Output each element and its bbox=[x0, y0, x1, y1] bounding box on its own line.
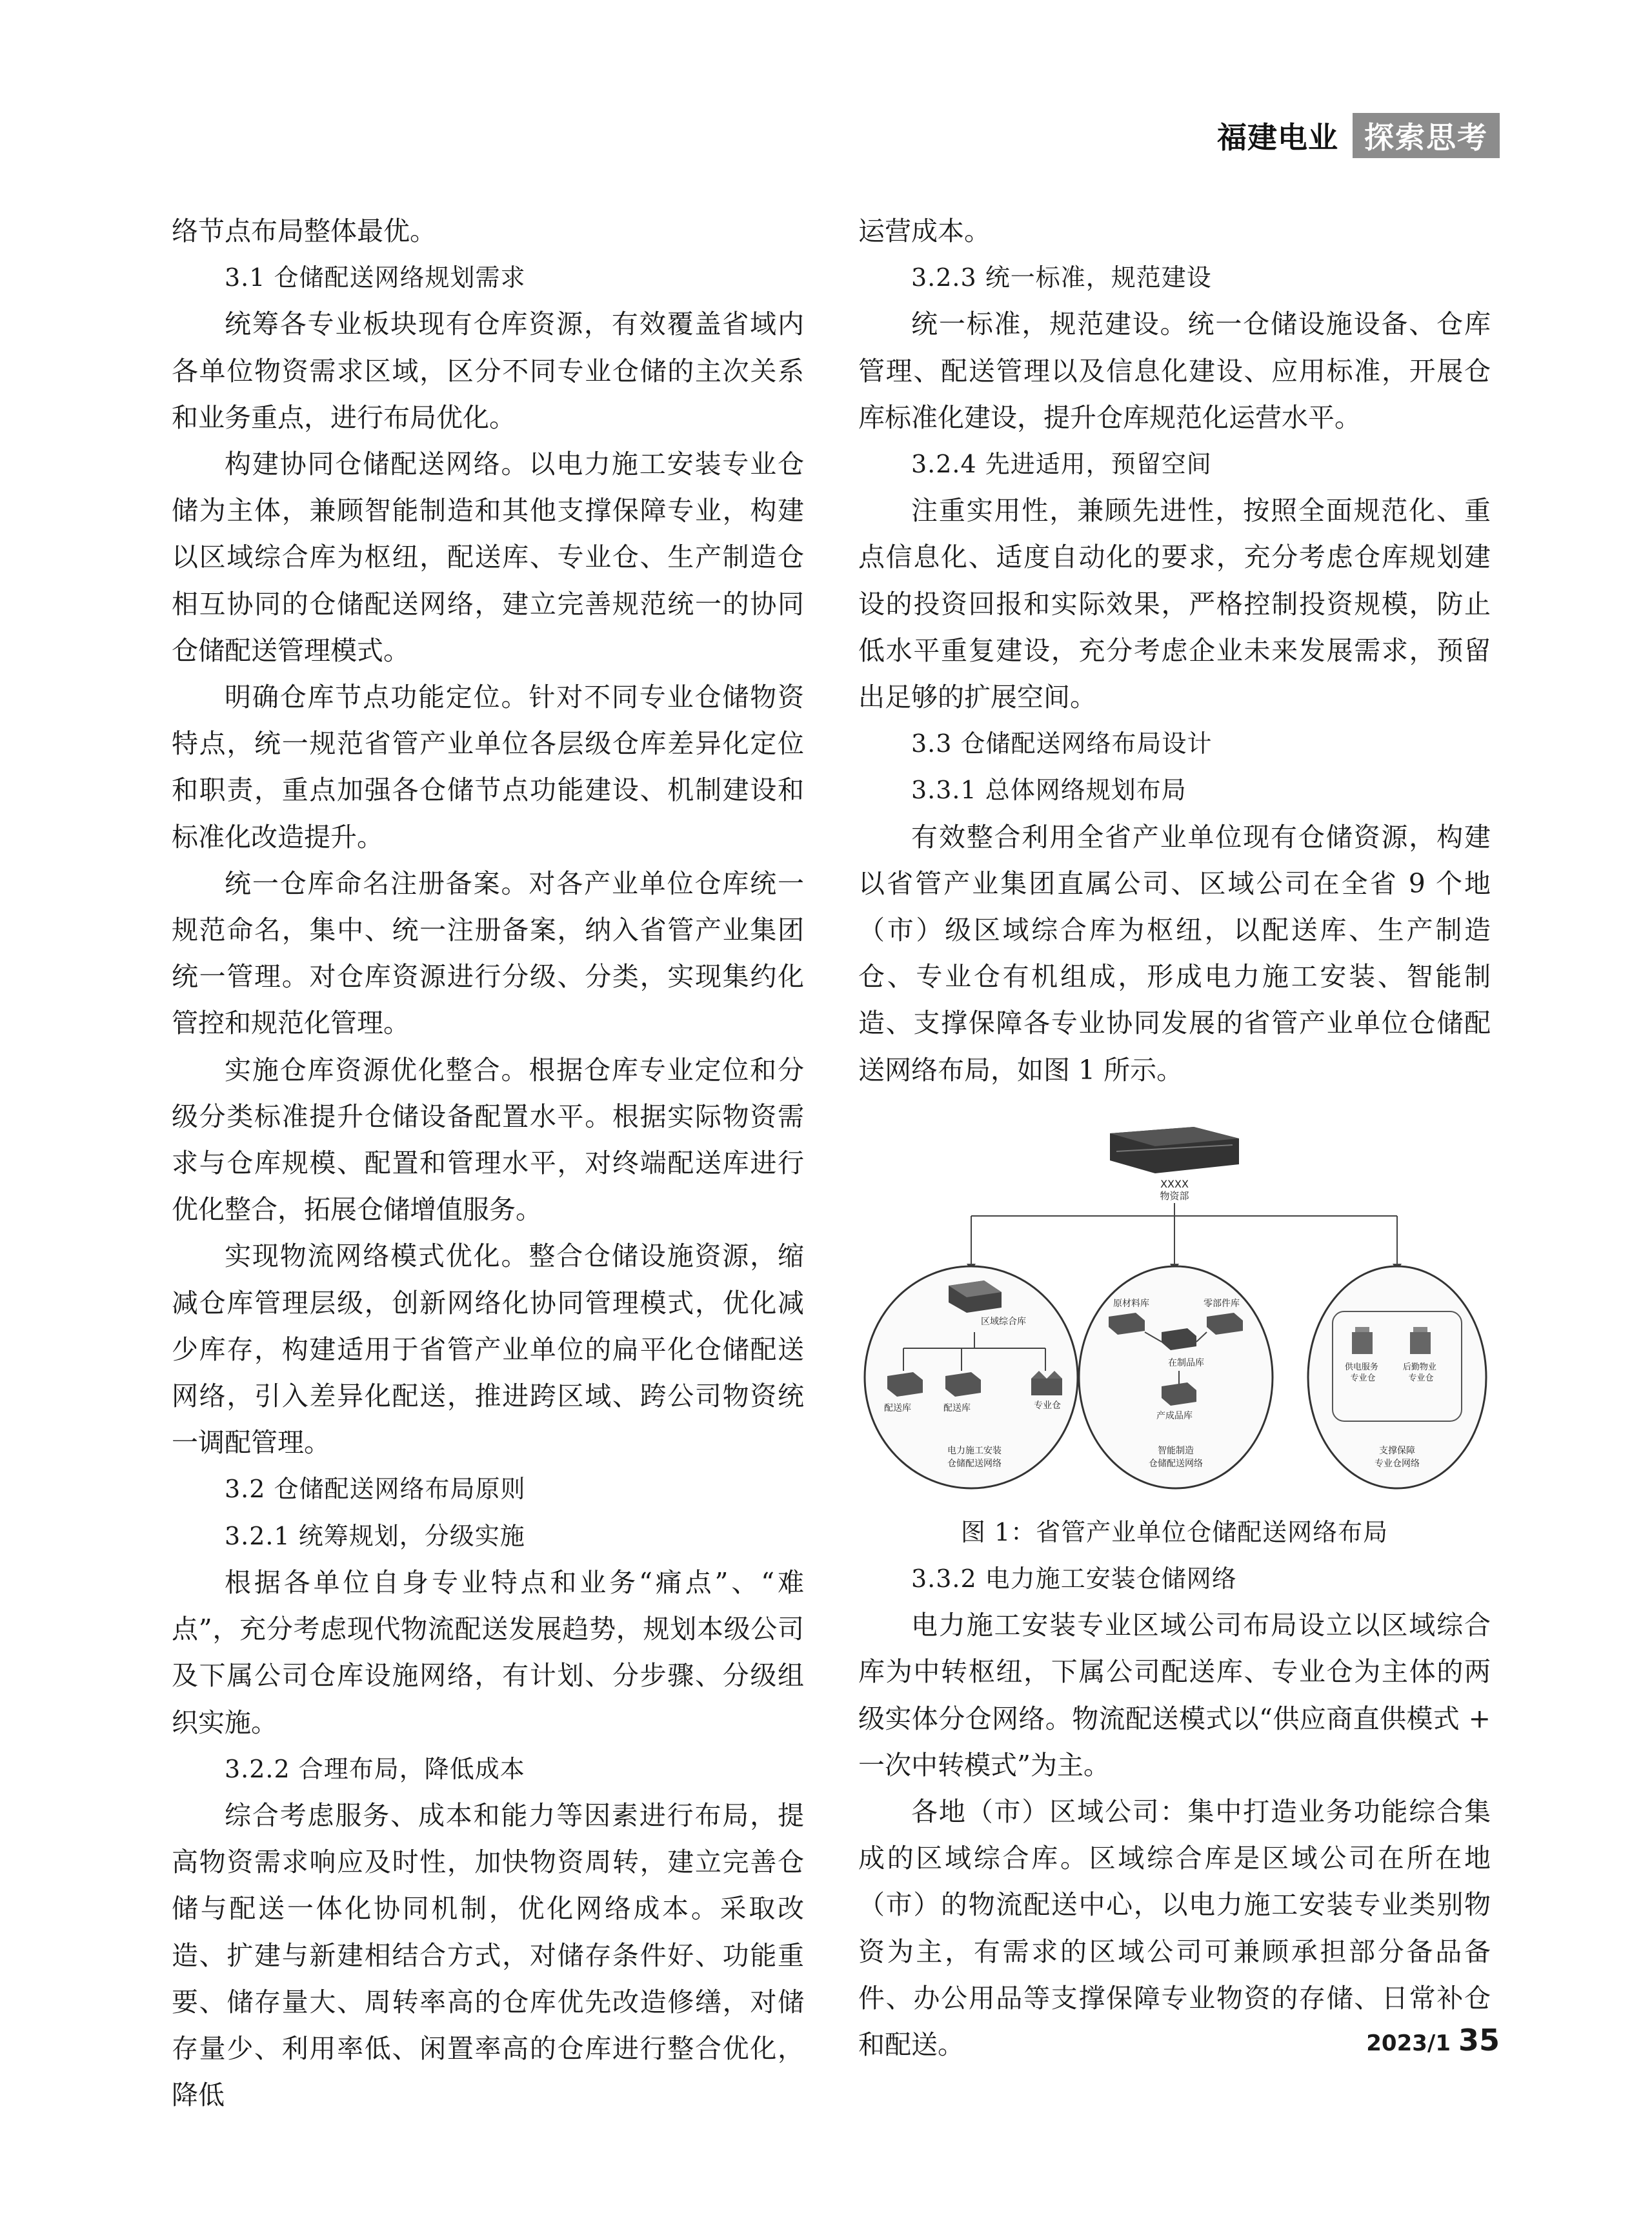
paragraph: 实施仓库资源优化整合。根据仓库专业定位和分级分类标准提升仓储设备配置水平。根据实际物资需求与仓库规模、配置和管理水平，对终端配送库进行优化整合，拓展仓储增值服务。 bbox=[172, 1054, 804, 1226]
g2-node-1: 零部件库 bbox=[1204, 1298, 1240, 1309]
paragraph: 统一仓库命名注册备案。对各产业单位仓库统一规范命名，集中、统一注册备案，纳入省管产业集团统一管理。对仓库资源进行分级、分类，实现集约化管控和规范化管理。 bbox=[172, 867, 804, 1039]
page-footer bbox=[1366, 2023, 1500, 2058]
section-heading: 3.2.2 合理布局，降低成本 bbox=[225, 1754, 525, 1783]
g3-node-1-line2: 专业仓 bbox=[1408, 1373, 1434, 1383]
g2-caption-2: 仓储配送网络 bbox=[1149, 1458, 1203, 1469]
network-diagram bbox=[858, 1119, 1491, 1506]
paragraph: 根据各单位自身专业特点和业务“痛点”、“难点”，充分考虑现代物流配送发展趋势，规划本级公司及下属公司仓库设施网络，有计划、分步骤、分级组织实施。 bbox=[172, 1566, 804, 1738]
paragraph: 电力施工安装专业区域公司布局设立以区域综合库为中转枢纽，下属公司配送库、专业仓为主体的两级实体分仓网络。物流配送模式以“供应商直供模式 + 一次中转模式”为主。 bbox=[858, 1610, 1491, 1781]
section-heading: 3.2.3 统一标准，规范建设 bbox=[911, 263, 1212, 292]
g1-node-0: 区域综合库 bbox=[981, 1316, 1026, 1327]
right-column bbox=[858, 208, 1491, 2068]
g2-node-3: 产成品库 bbox=[1156, 1410, 1193, 1421]
section-heading: 3.2.4 先进适用，预留空间 bbox=[911, 450, 1212, 479]
paragraph: 综合考虑服务、成本和能力等因素进行布局，提高物资需求响应及时性，加快物资周转，建立完善仓储与配送一体化协同机制，优化网络成本。采取改造、扩建与新建相结合方式，对储存条件好、功能重要、储存量大、周转率高的仓库优先改造修缮，对储存量少、利用率低、闲置率高的仓库进行整合优化，降低 bbox=[172, 1799, 804, 2111]
paragraph: 实现物流网络模式优化。整合仓储设施资源，缩减仓库管理层级，创新网络化协同管理模式，优化减少库存，构建适用于省管产业单位的扁平化仓储配送网络，引入差异化配送，推进跨区域、跨公司物资统一调配管理。 bbox=[172, 1240, 804, 1459]
g2-caption-1: 智能制造 bbox=[1158, 1445, 1194, 1456]
raw-materials-icon bbox=[1109, 1313, 1145, 1335]
g3-node-1-line1: 后勤物业 bbox=[1402, 1362, 1436, 1372]
paragraph: 运营成本。 bbox=[858, 216, 991, 247]
paragraph: 各地（市）区域公司：集中打造业务功能综合集成的区域综合库。区域综合库是区域公司在所在地（市）的物流配送中心，以电力施工安装专业类别物资为主，有需求的区域公司可兼顾承担部分备品备件、办公用品等支撑保障专业物资的存储、日常补仓和配送。 bbox=[858, 1796, 1491, 2061]
section-heading: 3.2 仓储配送网络布局原则 bbox=[225, 1475, 526, 1504]
g2-node-2: 在制品库 bbox=[1168, 1357, 1204, 1368]
g3-node-0-line1: 供电服务 bbox=[1344, 1362, 1378, 1372]
figure-caption: 图 1：省管产业单位仓储配送网络布局 bbox=[960, 1517, 1389, 1546]
paragraph: 有效整合利用全省产业单位现有仓储资源，构建以省管产业集团直属公司、区域公司在全省 9 个地（市）级区域综合库为枢纽，以配送库、生产制造仓、专业仓有机组成，形成电力施工安装、智能制造、支撑保障各专业协同发展的省管产业单位仓储配送网络布局，如图 1 所示。 bbox=[858, 821, 1491, 1086]
g1-node-1: 配送库 bbox=[884, 1402, 911, 1413]
finished-goods-icon bbox=[1162, 1382, 1196, 1406]
xxxx-label: XXXX bbox=[1160, 1177, 1189, 1190]
paragraph: 明确仓库节点功能定位。针对不同专业仓储物资特点，统一规范省管产业单位各层级仓库差异化定位和职责，重点加强各仓储节点功能建设、机制建设和标准化改造提升。 bbox=[172, 682, 804, 853]
figure-1 bbox=[858, 1119, 1491, 1506]
wip-icon bbox=[1162, 1328, 1196, 1350]
g2-node-0: 原材料库 bbox=[1113, 1298, 1149, 1309]
section-heading: 3.3 仓储配送网络布局设计 bbox=[911, 729, 1213, 758]
g3-node-0-line2: 专业仓 bbox=[1350, 1373, 1376, 1383]
page-number: 35 bbox=[1458, 2023, 1500, 2058]
paragraph: 统一标准，规范建设。统一仓储设施设备、仓库管理、配送管理以及信息化建设、应用标准，开展仓库标准化建设，提升仓库规范化运营水平。 bbox=[858, 309, 1491, 433]
paragraph: 构建协同仓储配送网络。以电力施工安装专业仓储为主体，兼顾智能制造和其他支撑保障专业，构建以区域综合库为枢纽，配送库、专业仓、生产制造仓相互协同的仓储配送网络，建立完善规范统一的协同仓储配送管理模式。 bbox=[172, 449, 804, 666]
hub-label: 物资部 bbox=[1160, 1189, 1189, 1202]
paragraph: 注重实用性，兼顾先进性，按照全面规范化、重点信息化、适度自动化的要求，充分考虑仓库规划建设的投资回报和实际效果，严格控制投资规模，防止低水平重复建设，充分考虑企业未来发展需求，预留出足够的扩展空间。 bbox=[858, 495, 1491, 713]
headquarters-building-icon bbox=[1110, 1127, 1239, 1173]
section-heading: 3.1 仓储配送网络规划需求 bbox=[225, 263, 526, 292]
g1-node-3: 专业仓 bbox=[1034, 1400, 1061, 1411]
g3-caption-2: 专业仓网络 bbox=[1375, 1458, 1420, 1469]
masthead bbox=[1217, 115, 1500, 156]
g3-caption-1: 支撑保障 bbox=[1379, 1445, 1415, 1456]
section-tag: 探索思考 bbox=[1353, 113, 1500, 158]
right-column-top bbox=[858, 208, 1491, 1093]
g1-node-2: 配送库 bbox=[943, 1402, 971, 1413]
paragraph: 络节点布局整体最优。 bbox=[172, 216, 436, 247]
magazine-name: 福建电业 bbox=[1217, 120, 1338, 155]
issue-number: 2023/1 bbox=[1366, 2030, 1451, 2056]
right-column-bottom bbox=[858, 1555, 1491, 2068]
g1-caption-1: 电力施工安装 bbox=[947, 1445, 1002, 1456]
section-heading: 3.2.1 统筹规划，分级实施 bbox=[225, 1521, 525, 1550]
components-icon bbox=[1207, 1313, 1243, 1335]
section-heading: 3.3.2 电力施工安装仓储网络 bbox=[911, 1564, 1237, 1594]
section-heading: 3.3.1 总体网络规划布局 bbox=[911, 776, 1187, 805]
left-column bbox=[172, 208, 804, 2118]
paragraph: 统筹各专业板块现有仓库资源，有效覆盖省域内各单位物资需求区域，区分不同专业仓储的主次关系和业务重点，进行布局优化。 bbox=[172, 309, 804, 433]
g1-caption-2: 仓储配送网络 bbox=[947, 1458, 1002, 1469]
